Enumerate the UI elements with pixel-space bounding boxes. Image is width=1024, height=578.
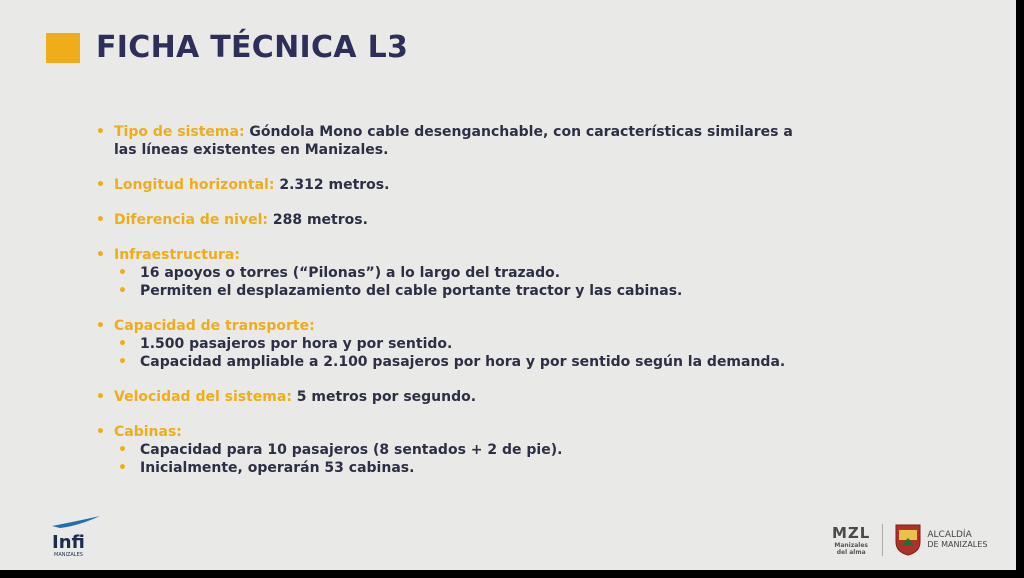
spec-list — [96, 123, 816, 494]
mzl-logo-text: MZL — [832, 524, 871, 542]
spec-label: Cabinas: — [114, 424, 182, 440]
sub-item-text: 1.500 pasajeros por hora y por sentido. — [140, 336, 453, 352]
divider — [882, 524, 883, 556]
bullet-icon: • — [96, 124, 105, 140]
title-row — [46, 30, 408, 65]
sub-item — [114, 441, 816, 459]
spec-item-capacidad — [96, 317, 816, 371]
infi-logo-text: Infi — [52, 532, 85, 553]
sub-list — [114, 264, 816, 300]
bullet-icon: • — [96, 318, 105, 334]
spec-item-tipo — [96, 123, 816, 159]
bullet-icon: • — [96, 424, 105, 440]
sub-item-text: Capacidad para 10 pasajeros (8 sentados + 2 de pie). — [140, 442, 563, 458]
mzl-logo-subtext: Manizales — [834, 542, 868, 549]
bullet-icon: • — [96, 247, 105, 263]
bullet-icon: • — [96, 212, 105, 228]
sub-item-text: Inicialmente, operarán 53 cabinas. — [140, 460, 415, 476]
mzl-logo-tagline: del alma — [836, 549, 866, 556]
bullet-icon: • — [118, 354, 127, 370]
sub-item-text: Permiten el desplazamiento del cable portante tractor y las cabinas. — [140, 283, 683, 299]
spec-item-diferencia — [96, 211, 816, 229]
bullet-icon: • — [96, 177, 105, 193]
spec-value-continued: las líneas existentes en Manizales. — [114, 142, 389, 158]
shield-icon — [895, 524, 921, 556]
sub-item — [114, 353, 816, 371]
spec-item-cabinas — [96, 423, 816, 477]
bullet-icon: • — [96, 389, 105, 405]
spec-label: Longitud horizontal: — [114, 177, 275, 193]
bullet-icon: • — [118, 283, 127, 299]
spec-label: Infraestructura: — [114, 247, 240, 263]
sub-list — [114, 441, 816, 477]
alcaldia-line-1: ALCALDÍA — [927, 530, 972, 540]
spec-label: Diferencia de nivel: — [114, 212, 268, 228]
infi-logo — [48, 514, 108, 562]
sub-item — [114, 335, 816, 353]
sub-item-text: Capacidad ampliable a 2.100 pasajeros por hora y por sentido según la demanda. — [140, 354, 786, 370]
spec-item-velocidad — [96, 388, 816, 406]
sub-item — [114, 459, 816, 477]
spec-item-infraestructura — [96, 246, 816, 300]
spec-label: Capacidad de transporte: — [114, 318, 315, 334]
bullet-icon: • — [118, 336, 127, 352]
sub-item-text: 16 apoyos o torres (“Pilonas”) a lo largo del trazado. — [140, 265, 561, 281]
spec-item-longitud — [96, 176, 816, 194]
bullet-icon: • — [118, 442, 127, 458]
bullet-icon: • — [118, 265, 127, 281]
spec-label: Velocidad del sistema: — [114, 389, 292, 405]
sub-item — [114, 264, 816, 282]
page-title: FICHA TÉCNICA L3 — [96, 30, 409, 65]
spec-label: Tipo de sistema: — [114, 124, 245, 140]
mzl-logo — [832, 524, 870, 556]
infi-logo-subtext: MANIZALES — [54, 552, 83, 558]
sub-item — [114, 282, 816, 300]
spec-value: 2.312 metros. — [279, 177, 390, 193]
footer-logos — [832, 524, 987, 556]
spec-value: Góndola Mono cable desenganchable, con características similares a — [249, 124, 793, 140]
spec-value: 5 metros por segundo. — [296, 389, 477, 405]
spec-value: 288 metros. — [272, 212, 368, 228]
bullet-icon: • — [118, 460, 127, 476]
title-accent-square — [46, 33, 80, 63]
infi-logo-icon — [48, 514, 108, 562]
sub-list — [114, 335, 816, 371]
alcaldia-line-2: DE MANIZALES — [927, 540, 988, 549]
alcaldia-logo-text — [927, 531, 987, 549]
